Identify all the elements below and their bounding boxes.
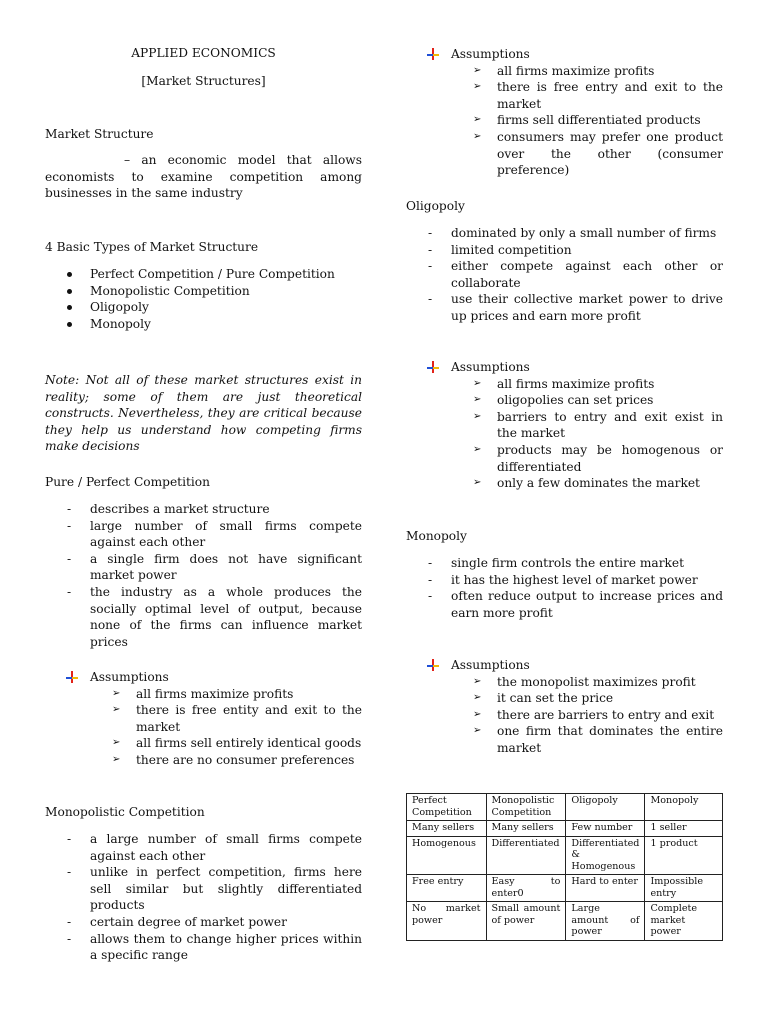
list-item: ➢ oligopolies can set prices — [473, 393, 654, 408]
pin-icon — [427, 659, 439, 671]
table-cell: Small amount of power — [486, 902, 566, 941]
arrow-bullet-icon: ➢ — [112, 687, 121, 699]
table-cell: Differentiated — [486, 836, 566, 875]
perfect-competition-points — [45, 501, 362, 650]
pin-icon — [427, 48, 439, 60]
list-item: ➢ there is free entity and exit to the market — [112, 703, 362, 734]
table-cell: Large amount of power — [566, 902, 645, 941]
list-item: Monopoly — [45, 316, 362, 333]
table-cell: Many sellers — [407, 821, 487, 837]
monopoly-heading: Monopoly — [406, 529, 467, 543]
table-cell: Hard to enter — [566, 875, 645, 902]
table-cell: 1 seller — [645, 821, 723, 837]
monopolistic-heading: Monopolistic Competition — [45, 805, 205, 819]
pin-icon — [66, 671, 78, 683]
list-item: ➢ there are barriers to entry and exit — [473, 707, 715, 722]
list-item: ➢ all firms sell entirely identical goods — [112, 736, 362, 751]
list-item: ➢ it can set the price — [473, 691, 614, 706]
table-header-cell: Monopolistic Competition — [486, 794, 566, 821]
oligopoly-heading: Oligopoly — [406, 199, 465, 213]
list-item: ➢ the monopolist maximizes profit — [473, 674, 696, 689]
list-item: ➢ all firms maximize profits — [473, 376, 655, 391]
list-item: - often reduce output to increase prices and earn more profit — [428, 589, 723, 620]
table-cell: Homogenous — [407, 836, 487, 875]
table-cell: Differentiated & Homogenous — [566, 836, 645, 875]
list-item: ➢ there are no consumer preferences — [112, 752, 355, 767]
assumptions-label: Assumptions — [406, 359, 723, 376]
list-item: - describes a market structure — [67, 502, 270, 516]
table-cell: Free entry — [407, 875, 487, 902]
list-item: ➢ all firms maximize profits — [112, 686, 294, 701]
list-item: ➢ one firm that dominates the entire market — [473, 724, 723, 755]
table-row — [407, 902, 723, 941]
list-item: - large number of small firms compete against each other — [67, 518, 362, 550]
list-item: ➢ barriers to entry and exit exist in the market — [473, 409, 723, 441]
arrow-bullet-icon: ➢ — [473, 410, 482, 422]
market-structure-definition: – an economic model that allows economists to examine competition among businesses in the same industry — [45, 153, 362, 201]
list-item: ➢ there is free entry and exit to the market — [473, 80, 723, 111]
table-header-cell: Perfect Competition — [407, 794, 487, 821]
table-cell: Complete market power — [645, 902, 723, 941]
table-header-row — [407, 794, 723, 821]
arrow-bullet-icon: ➢ — [112, 704, 121, 716]
list-item: - it has the highest level of market power — [428, 572, 698, 587]
arrow-bullet-icon: ➢ — [473, 114, 482, 126]
arrow-bullet-icon: ➢ — [473, 477, 482, 489]
list-item: - use their collective market power to drive up prices and earn more profit — [428, 292, 723, 323]
arrow-bullet-icon: ➢ — [473, 130, 482, 142]
list-item: - either compete against each other or collaborate — [428, 259, 723, 290]
perfect-assumptions-list — [45, 686, 362, 769]
list-item: - single firm controls the entire market — [428, 556, 685, 570]
list-item: Oligopoly — [45, 299, 362, 316]
basic-types-heading: 4 Basic Types of Market Structure — [45, 240, 259, 254]
comparison-table — [406, 793, 723, 941]
arrow-bullet-icon: ➢ — [473, 394, 482, 406]
arrow-bullet-icon: ➢ — [112, 753, 121, 765]
note-text: Note: Not all of these market structures exist in reality; some of them are just theoretical constructs. Nevertheless, they are critical because they help us understand how competing firms make decisions — [45, 373, 362, 454]
list-item: - limited competition — [428, 242, 572, 257]
monopoly-assumptions-list — [406, 674, 723, 757]
arrow-bullet-icon: ➢ — [473, 81, 482, 93]
table-header-cell: Oligopoly — [566, 794, 645, 821]
arrow-bullet-icon: ➢ — [473, 692, 482, 704]
arrow-bullet-icon: ➢ — [473, 377, 482, 389]
table-header-cell: Monopoly — [645, 794, 723, 821]
table-cell: Easy to enter0 — [486, 875, 566, 902]
perfect-competition-heading: Pure / Perfect Competition — [45, 475, 210, 489]
list-item: - a large number of small firms compete against each other — [67, 832, 362, 863]
document-title: APPLIED ECONOMICS — [131, 46, 276, 60]
list-item: Monopolistic Competition — [45, 283, 362, 300]
monopolistic-points — [45, 831, 362, 964]
table-row — [407, 821, 723, 837]
table-cell: Few number — [566, 821, 645, 837]
list-item: ➢ all firms maximize profits — [473, 63, 655, 78]
assumptions-label: Assumptions — [406, 46, 723, 63]
list-item: - certain degree of market power — [67, 914, 287, 929]
table-row — [407, 836, 723, 875]
list-item: - dominated by only a small number of firms — [428, 226, 717, 240]
pin-icon — [427, 361, 439, 373]
arrow-bullet-icon: ➢ — [473, 675, 482, 687]
arrow-bullet-icon: ➢ — [112, 737, 121, 749]
table-cell: Many sellers — [486, 821, 566, 837]
table-cell: No market power — [407, 902, 487, 941]
table-cell: Impossible entry — [645, 875, 723, 902]
oligopoly-assumptions-list — [406, 376, 723, 492]
monopolistic-assumptions-list — [406, 63, 723, 179]
oligopoly-assumptions — [406, 359, 723, 492]
monopoly-points — [406, 555, 723, 621]
arrow-bullet-icon: ➢ — [473, 708, 482, 720]
list-item: Perfect Competition / Pure Competition — [45, 266, 362, 283]
list-item: ➢ only a few dominates the market — [473, 476, 700, 491]
market-structure-heading: Market Structure — [45, 127, 154, 141]
list-item: - unlike in perfect competition, firms here sell similar but slightly differentiated products — [67, 865, 362, 913]
oligopoly-points — [406, 225, 723, 325]
document-subtitle: [Market Structures] — [141, 74, 266, 88]
arrow-bullet-icon: ➢ — [473, 725, 482, 737]
arrow-bullet-icon: ➢ — [473, 443, 482, 455]
perfect-assumptions — [45, 669, 362, 769]
list-item: - a single firm does not have significant market power — [67, 551, 362, 583]
list-item: - the industry as a whole produces the socially optimal level of output, because none of the firms can influence market prices — [67, 584, 362, 649]
table-row — [407, 875, 723, 902]
assumptions-label: Assumptions — [45, 669, 362, 686]
basic-types-list — [45, 266, 362, 332]
list-item: ➢ firms sell differentiated products — [473, 113, 701, 128]
table-cell: 1 product — [645, 836, 723, 875]
monopoly-assumptions — [406, 657, 723, 757]
list-item: ➢ products may be homogenous or differentiated — [473, 442, 723, 474]
list-item: - allows them to change higher prices within a specific range — [67, 931, 362, 963]
arrow-bullet-icon: ➢ — [473, 64, 482, 76]
assumptions-label: Assumptions — [406, 657, 723, 674]
monopolistic-assumptions — [406, 46, 723, 179]
list-item: ➢ consumers may prefer one product over the other (consumer preference) — [473, 129, 723, 178]
